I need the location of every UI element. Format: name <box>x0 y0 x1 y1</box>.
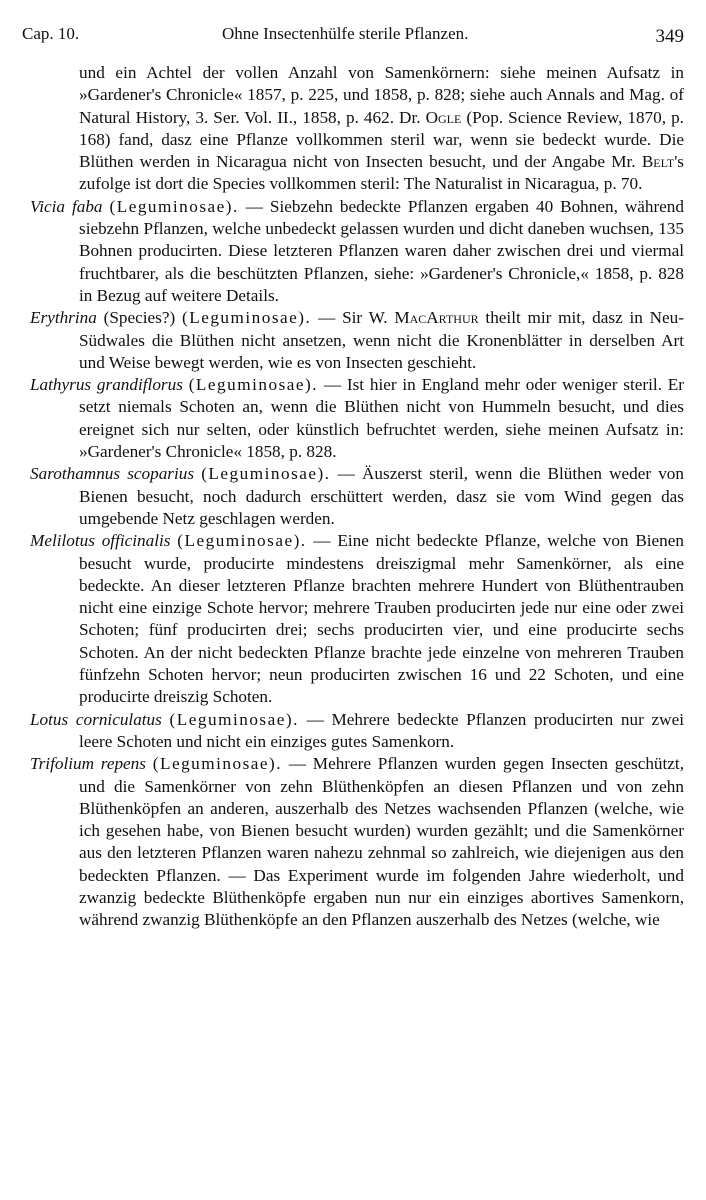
family-name: (Leguminosae). <box>109 196 239 216</box>
entry-lathyrus <box>0 374 706 463</box>
entry-vicia-faba <box>0 196 706 307</box>
species-name: Vicia faba <box>30 196 103 216</box>
entry-sarothamnus <box>0 463 706 530</box>
entry-text: — Mehrere bedeckte Pflanzen producirten nur zwei leere Schoten und nicht ein einziges gutes Samenkorn. <box>79 709 684 751</box>
entry-melilotus <box>0 530 706 708</box>
entry-trifolium <box>0 753 706 931</box>
species-name: Lathyrus grandiflorus <box>30 375 183 395</box>
family-name: (Leguminosae). <box>201 464 331 484</box>
person-name: MacArthur <box>394 308 479 328</box>
family-name: (Leguminosae). <box>177 531 307 551</box>
entry-text: — Siebzehn bedeckte Pflanzen ergaben 40 Bohnen, während siebzehn Pflanzen, welche unbedeckt gelassen wurden und dicht daneben wuchsen, 135 Bohnen producirten. Diese letzteren Pflanzen waren daher zwischen drei und viermal fruchtbarer, als die beschützten Pflanzen, siehe: »Gardener's Chronicle,« 1858, p. 828 in Bezug auf weitere Details. <box>79 196 684 305</box>
entry-text: — Mehrere Pflanzen wurden gegen Insecten geschützt, und die Samenkörner von zehn Blüthenköpfen an diesen Pflanzen und von zehn Blüthenköpfen an anderen, auszerhalb des Netzes wachsenden Pflanzen (welche, wie ich gesehen habe, von Bienen besucht wurden) wurden gezählt; und die Samenkörner aus den letzteren Pflanzen waren nahezu zehnmal so zahlreich, wie diejenigen aus den bedeckten Pflanzen. — Das Experiment wurde im folgenden Jahre wiederholt, und zwanzig bedeckte Blüthenköpfe ergaben nun nur ein einziges abortives Samenkorn, während zwanzig Blüthenköpfe an den Pflanzen auszerhalb des Netzes (welche, wie <box>79 754 684 930</box>
family-name: (Leguminosae). <box>152 754 283 774</box>
family-name: (Leguminosae). <box>181 308 312 328</box>
entry-text: — Eine nicht bedeckte Pflanze, welche von Bienen besucht wurde, producirte mindestens dreiszigmal mehr Samenkörner, als eine bedeckte. An dieser letzteren Pflanze brachten mehrere Hundert von Blüthentrauben nicht eine einzige Schote hervor; mehrere Trauben producirten jede nur eine oder zwei Schoten; fünf producirten drei; sechs producirten vier, und eine producirte sechs Schoten. An der nicht bedeckten Pflanze brachte jede einzelne von mehreren Trauben fünfzehn Schoten hervor; neun producirten zwischen 16 und 22 Schoten, und eine producirte dreiszig Schoten. <box>79 531 684 707</box>
species-name: Trifolium repens <box>30 754 146 774</box>
entry-text: — Sir W. <box>311 308 395 328</box>
entry-erythrina <box>0 307 706 374</box>
entry-text: — Äuszerst steril, wenn die Blüthen weder von Bienen besucht, noch dadurch erschüttert werden, dasz sie vom Wind gegen das umgebende Netz geschlagen werden. <box>79 464 684 528</box>
entry-text-2: theilt mir mit, dasz in Neu-Südwales die Blüthen nicht ansetzen, wenn nicht die Kronenblätter in derselben Art und Weise bewegt werden, wie es von Insecten geschieht. <box>79 308 684 372</box>
entry-text: — Ist hier in England mehr oder weniger steril. Er setzt niemals Schoten an, wenn die Blüthen nicht von Hummeln besucht, und dies ereignet sich nur selten, oder künstlich befruchtet werden, siehe meinen Aufsatz in: »Gardener's Chronicle« 1858, p. 828. <box>79 375 684 462</box>
species-name: Lotus corniculatus <box>30 709 162 729</box>
author-belt: Belt <box>641 152 675 172</box>
entry-lotus <box>0 709 706 754</box>
intro-paragraph <box>0 62 706 196</box>
species-name: Erythrina <box>30 308 97 328</box>
intro-text-3: 's zufolge ist dort die Species vollkommen steril: The Naturalist in Nicaragua, p. 70. <box>79 152 684 194</box>
author-ogle: Ogle <box>425 107 462 127</box>
page-number: 349 <box>655 26 684 47</box>
running-title: Ohne Insectenhülfe sterile Pflanzen. <box>222 24 469 43</box>
family-name: (Leguminosae). <box>169 709 299 729</box>
page-body <box>0 62 706 932</box>
running-header <box>22 24 684 52</box>
chapter-label: Cap. 10. <box>22 24 80 43</box>
family-name: (Leguminosae). <box>188 375 319 395</box>
intro-text: und ein Achtel der vollen Anzahl von Samenkörnern: siehe meinen Aufsatz in »Gardener's Chronicle« 1857, p. 225, und 1858, p. 828; siehe auch Annals and Mag. of Natural History, 3. Ser. Vol. II., 1858, p. 462. Dr. <box>79 63 684 127</box>
species-note: (Species?) <box>96 308 182 328</box>
species-name: Sarothamnus scoparius <box>30 464 195 484</box>
intro-text-2: (Pop. Science Review, 1870, p. 168) fand, dasz eine Pflanze vollkommen steril war, wenn sie bedeckt wurde. Die Blüthen werden in Nicaragua nicht von Insecten besucht, und der Angabe Mr. <box>79 107 684 172</box>
species-name: Melilotus officinalis <box>30 531 171 551</box>
